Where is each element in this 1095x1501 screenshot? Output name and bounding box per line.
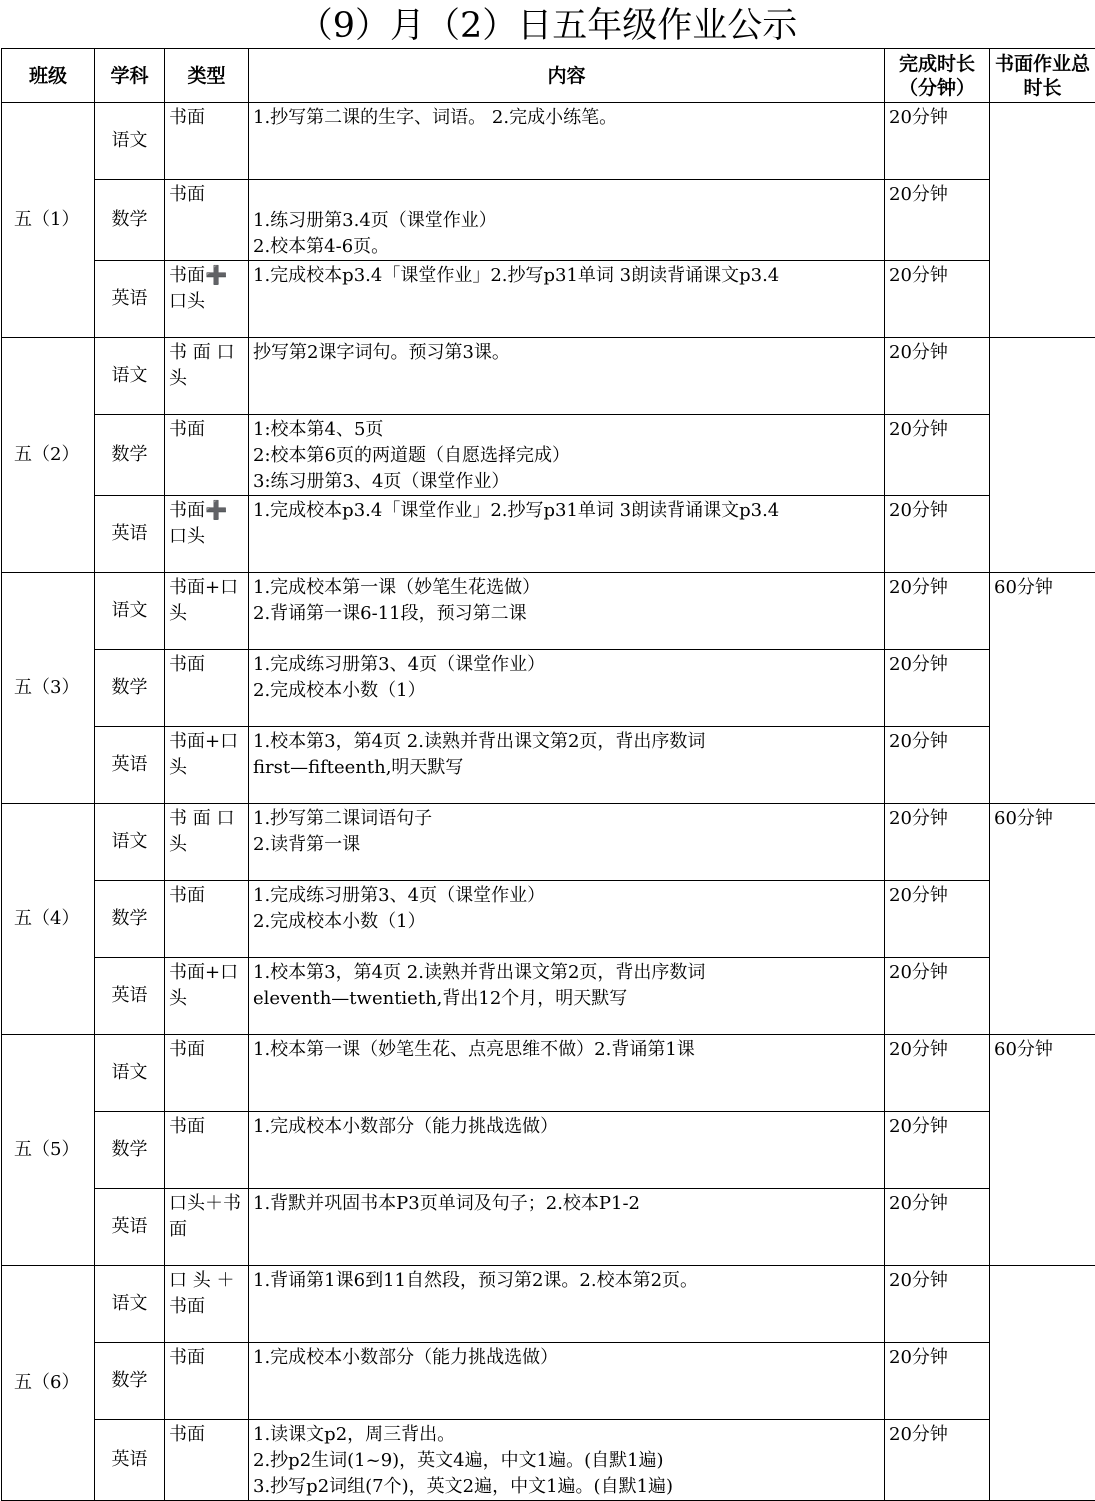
table-row — [2, 958, 1095, 1035]
subject-cell: 英语 — [95, 958, 165, 1035]
type-cell: 书面 — [165, 650, 249, 727]
content-cell: 1.校本第一课（妙笔生花、点亮思维不做）2.背诵第1课 — [249, 1035, 885, 1112]
subject-cell: 数学 — [95, 881, 165, 958]
class-cell: 五（3） — [2, 573, 95, 804]
content-cell: 1.完成校本小数部分（能力挑战选做） — [249, 1112, 885, 1189]
type-cell: 口头＋书面 — [165, 1189, 249, 1266]
table-row — [2, 338, 1095, 415]
content-cell: 1.完成练习册第3、4页（课堂作业） 2.完成校本小数（1） — [249, 650, 885, 727]
total-cell — [990, 1266, 1095, 1501]
type-cell: 书面 — [165, 881, 249, 958]
duration-cell: 20分钟 — [885, 338, 990, 415]
table-row — [2, 881, 1095, 958]
table-row — [2, 650, 1095, 727]
table-row — [2, 573, 1095, 650]
type-cell: 书面 — [165, 180, 249, 261]
content-cell: 1.校本第3，第4页 2.读熟并背出课文第2页，背出序数词 eleventh—twentieth,背出12个月，明天默写 — [249, 958, 885, 1035]
table-row — [2, 1266, 1095, 1343]
table-row — [2, 727, 1095, 804]
content-cell: 1.背诵第1课6到11自然段，预习第2课。2.校本第2页。 — [249, 1266, 885, 1343]
total-cell: 60分钟 — [990, 804, 1095, 1035]
header-type: 类型 — [165, 49, 249, 103]
type-cell: 书面+口头 — [165, 727, 249, 804]
duration-cell: 20分钟 — [885, 804, 990, 881]
content-cell: 1.抄写第二课的生字、词语。 2.完成小练笔。 — [249, 103, 885, 180]
header-content: 内容 — [249, 49, 885, 103]
subject-cell: 英语 — [95, 496, 165, 573]
type-cell: 书面 — [165, 415, 249, 496]
duration-cell: 20分钟 — [885, 727, 990, 804]
subject-cell: 英语 — [95, 1420, 165, 1501]
duration-cell: 20分钟 — [885, 261, 990, 338]
type-cell: 书面 — [165, 1035, 249, 1112]
homework-table — [1, 48, 1095, 1501]
subject-cell: 英语 — [95, 1189, 165, 1266]
subject-cell: 数学 — [95, 1343, 165, 1420]
type-cell: 书面 — [165, 1343, 249, 1420]
duration-cell: 20分钟 — [885, 1035, 990, 1112]
table-row — [2, 1112, 1095, 1189]
content-cell: 抄写第2课字词句。预习第3课。 — [249, 338, 885, 415]
total-cell: 60分钟 — [990, 1035, 1095, 1266]
header-duration: 完成时长（分钟） — [885, 49, 990, 103]
content-cell: 1.练习册第3.4页（课堂作业） 2.校本第4-6页。 — [249, 180, 885, 261]
duration-cell: 20分钟 — [885, 180, 990, 261]
class-cell: 五（6） — [2, 1266, 95, 1501]
content-cell: 1:校本第4、5页 2:校本第6页的两道题（自愿选择完成） 3:练习册第3、4页（课堂作业） — [249, 415, 885, 496]
subject-cell: 数学 — [95, 650, 165, 727]
type-cell: 书面+口头 — [165, 958, 249, 1035]
content-cell: 1.完成校本p3.4「课堂作业」2.抄写p31单词 3朗读背诵课文p3.4 — [249, 261, 885, 338]
subject-cell: 英语 — [95, 727, 165, 804]
table-row — [2, 1035, 1095, 1112]
content-cell: 1.校本第3，第4页 2.读熟并背出课文第2页，背出序数词 first—fifteenth,明天默写 — [249, 727, 885, 804]
table-row — [2, 804, 1095, 881]
type-cell: 书面➕口头 — [165, 261, 249, 338]
type-cell: 书面 — [165, 1420, 249, 1501]
type-cell: 书面 — [165, 1112, 249, 1189]
table-row — [2, 1189, 1095, 1266]
table-row — [2, 415, 1095, 496]
subject-cell: 英语 — [95, 261, 165, 338]
table-row — [2, 261, 1095, 338]
subject-cell: 语文 — [95, 804, 165, 881]
content-cell: 1.完成校本第一课（妙笔生花选做） 2.背诵第一课6-11段，预习第二课 — [249, 573, 885, 650]
duration-cell: 20分钟 — [885, 650, 990, 727]
subject-cell: 语文 — [95, 1035, 165, 1112]
table-row — [2, 496, 1095, 573]
table-row — [2, 1343, 1095, 1420]
duration-cell: 20分钟 — [885, 958, 990, 1035]
duration-cell: 20分钟 — [885, 881, 990, 958]
content-cell: 1.完成校本p3.4「课堂作业」2.抄写p31单词 3朗读背诵课文p3.4 — [249, 496, 885, 573]
duration-cell: 20分钟 — [885, 496, 990, 573]
duration-cell: 20分钟 — [885, 573, 990, 650]
duration-cell: 20分钟 — [885, 1420, 990, 1501]
duration-cell: 20分钟 — [885, 1266, 990, 1343]
page-title: （9）月（2）日五年级作业公示 — [0, 0, 1095, 48]
subject-cell: 数学 — [95, 415, 165, 496]
type-cell: 书 面 口头 — [165, 804, 249, 881]
header-row — [2, 49, 1095, 103]
total-cell: 60分钟 — [990, 573, 1095, 804]
subject-cell: 语文 — [95, 1266, 165, 1343]
duration-cell: 20分钟 — [885, 1343, 990, 1420]
subject-cell: 数学 — [95, 180, 165, 261]
table-row — [2, 180, 1095, 261]
content-cell: 1.完成练习册第3、4页（课堂作业） 2.完成校本小数（1） — [249, 881, 885, 958]
duration-cell: 20分钟 — [885, 1112, 990, 1189]
subject-cell: 语文 — [95, 338, 165, 415]
type-cell: 书 面 口头 — [165, 338, 249, 415]
duration-cell: 20分钟 — [885, 415, 990, 496]
table-row — [2, 103, 1095, 180]
content-cell: 1.背默并巩固书本P3页单词及句子；2.校本P1-2 — [249, 1189, 885, 1266]
content-cell: 1.完成校本小数部分（能力挑战选做） — [249, 1343, 885, 1420]
type-cell: 口 头 ＋书面 — [165, 1266, 249, 1343]
content-cell: 1.抄写第二课词语句子 2.读背第一课 — [249, 804, 885, 881]
header-total: 书面作业总时长 — [990, 49, 1095, 103]
content-cell: 1.读课文p2，周三背出。 2.抄p2生词(1~9)，英文4遍，中文1遍。(自默1遍) 3.抄写p2词组(7个)，英文2遍，中文1遍。(自默1遍) — [249, 1420, 885, 1501]
total-cell — [990, 338, 1095, 573]
class-cell: 五（1） — [2, 103, 95, 338]
header-subject: 学科 — [95, 49, 165, 103]
table-row — [2, 1420, 1095, 1501]
subject-cell: 语文 — [95, 573, 165, 650]
class-cell: 五（2） — [2, 338, 95, 573]
type-cell: 书面+口头 — [165, 573, 249, 650]
type-cell: 书面 — [165, 103, 249, 180]
total-cell — [990, 103, 1095, 338]
class-cell: 五（5） — [2, 1035, 95, 1266]
type-cell: 书面➕口头 — [165, 496, 249, 573]
subject-cell: 语文 — [95, 103, 165, 180]
subject-cell: 数学 — [95, 1112, 165, 1189]
header-class: 班级 — [2, 49, 95, 103]
class-cell: 五（4） — [2, 804, 95, 1035]
duration-cell: 20分钟 — [885, 1189, 990, 1266]
duration-cell: 20分钟 — [885, 103, 990, 180]
